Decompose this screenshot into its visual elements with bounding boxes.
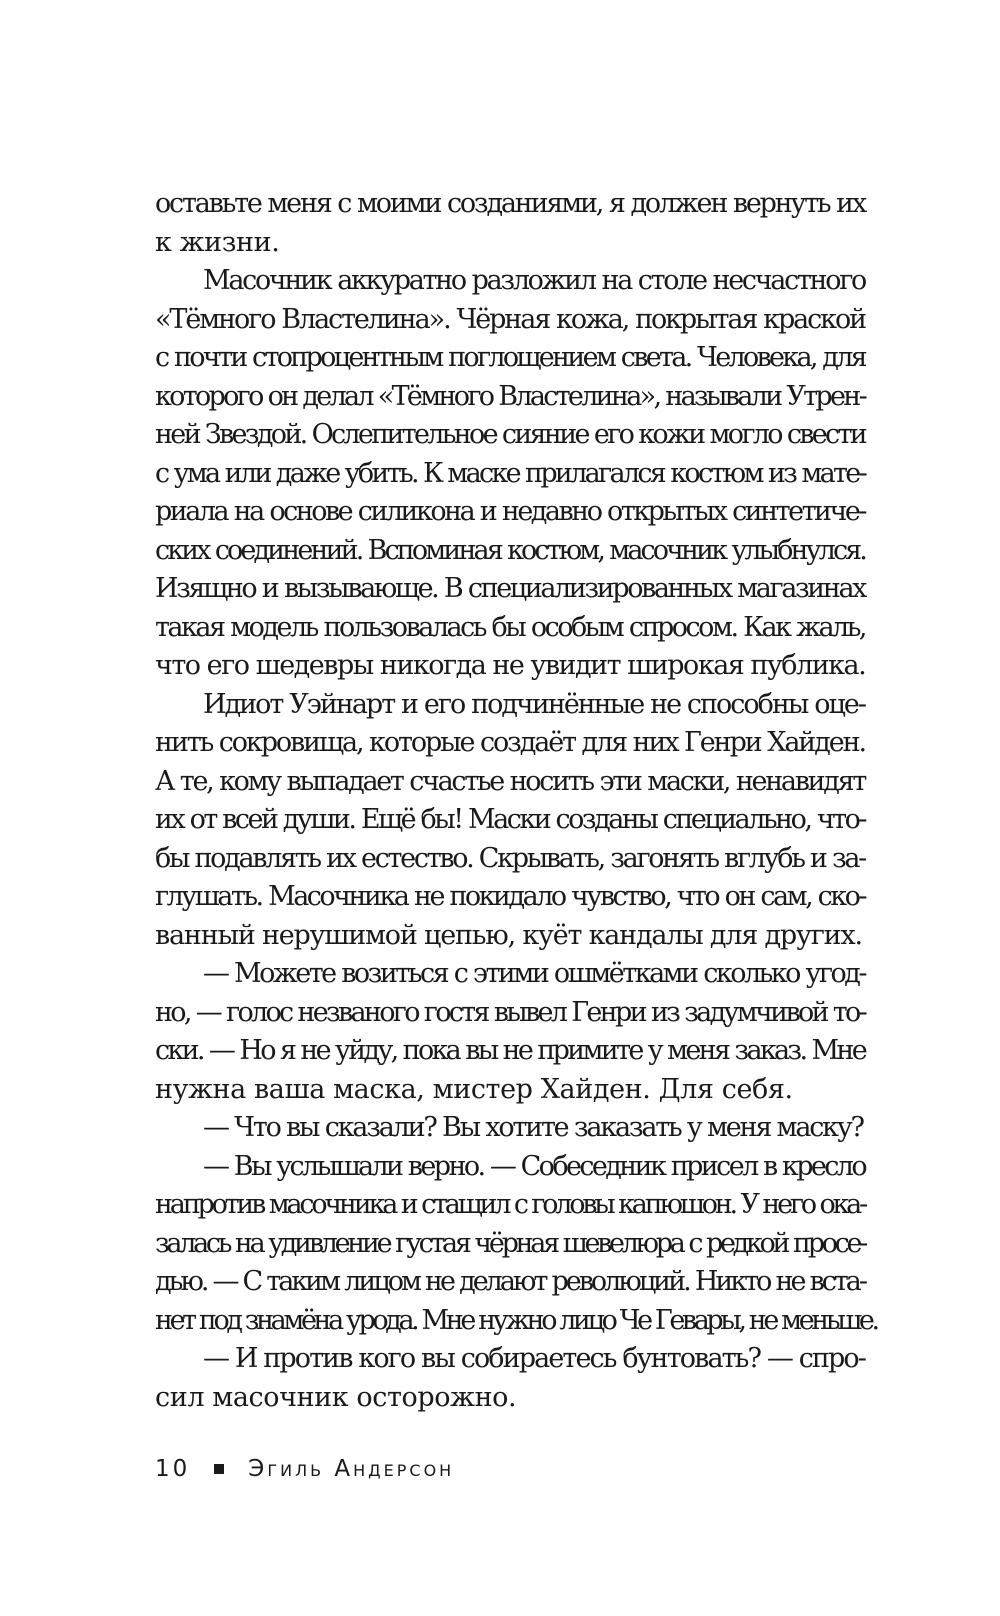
text-line: «Тёмного Властелина». Чёрная кожа, покрытая краской [155,303,865,335]
text-line: оставьте меня с моими созданиями, я должен вернуть их [155,188,865,219]
text-line: ванный нерушимой цепью, куёт кандалы для других. [155,919,862,951]
text-line: ней Звездой. Ослепительное сияние его кожи могло свести [155,419,865,450]
text-line: напротив масочника и стащил с головы капюшон. У него ока- [155,1189,865,1220]
author-name: Эгиль Андерсон [248,1456,455,1482]
text-line: ски. — Но я не уйду, пока вы не примите у меня заказ. Мне [155,1035,865,1066]
text-line: нет под знамёна урода. Мне нужно лицо Че Гевары, не меньше. [155,1304,877,1336]
text-line: ских соединений. Вспоминая костюм, масочник улыбнулся. [155,534,865,566]
text-line: что его шедевры никогда не увидит широкая публика. [155,650,866,681]
text-line: — Что вы сказали? Вы хотите заказать у меня маску? [203,1112,863,1143]
text-line: риала на основе силикона и недавно открытых синтетиче- [155,496,865,527]
page-footer [155,1454,454,1484]
text-line: но, — голос незваного гостя вывел Генри из задумчивой то- [155,996,865,1028]
text-line: которого он делал «Тёмного Властелина», называли Утрен- [155,380,865,412]
text-line: их от всей души. Ещё бы! Маски созданы специально, что- [155,804,865,835]
text-line: к жизни. [155,226,280,258]
text-line: с ума или даже убить. К маске прилагался костюм из мате- [155,457,865,489]
page-number: 10 [155,1456,191,1482]
body-text [155,185,877,1417]
text-line: нить сокровища, которые создаёт для них Генри Хайден. [155,727,865,758]
text-line: такая модель пользовалась бы особым спросом. Как жаль, [155,611,865,643]
text-line: — Можете возиться с этими ошмётками сколько угод- [203,958,865,989]
text-line: А те, кому выпадает счастье носить эти маски, ненавидят [155,765,865,797]
text-line: залась на удивление густая чёрная шевелюра с редкой просе- [155,1227,865,1259]
text-line: Масочник аккуратно разложил на столе несчастного [203,265,865,296]
text-line: нужна ваша маска, мистер Хайден. Для себя. [155,1073,793,1105]
text-line: с почти стопроцентным поглощением света. Человека, для [155,342,865,373]
text-line: — Вы услышали верно. — Собеседник присел в кресло [203,1150,865,1182]
text-line: сил масочник осторожно. [155,1381,517,1413]
text-line: бы подавлять их естество. Скрывать, загонять вглубь и за- [155,842,865,874]
text-line: Идиот Уэйнарт и его подчинённые не способны оце- [203,688,865,720]
text-line: Изящно и вызывающе. В специализированных магазинах [155,573,865,604]
text-line: — И против кого вы собираетесь бунтовать? — спро- [203,1343,865,1374]
text-line: глушать. Масочника не покидало чувство, что он сам, ско- [155,881,865,912]
footer-separator-square [214,1464,224,1474]
text-line: дью. — С таким лицом не делают революций. Никто не вста- [155,1266,865,1297]
